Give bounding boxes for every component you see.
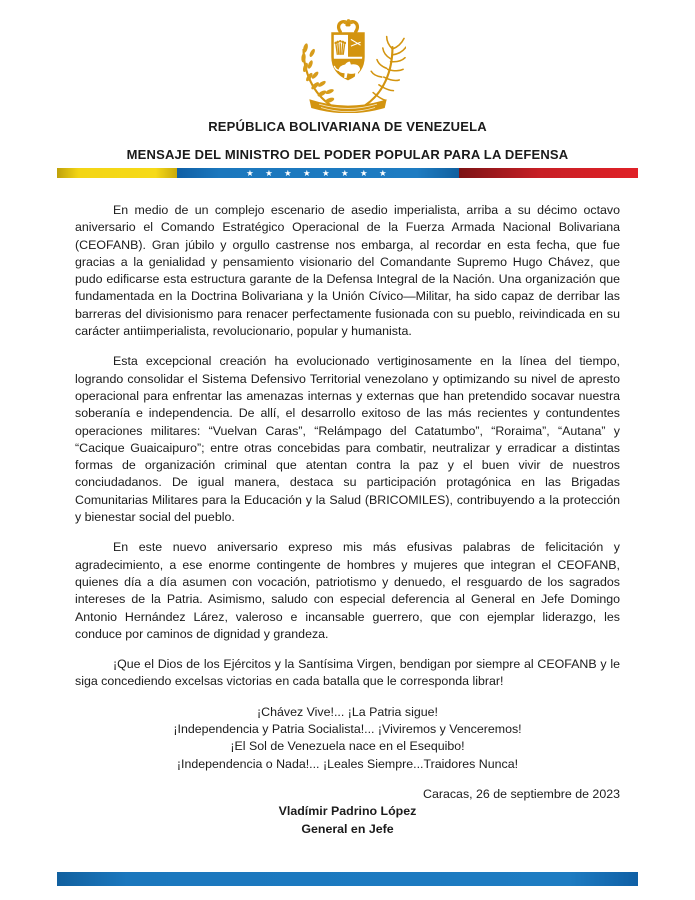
paragraph-2: Esta excepcional creación ha evolucionado vertiginosamente en la línea del tiempo, logrando consolidar el Sistema Defensivo Territorial venezolano y optimizando su nivel de apresto operacional para enfrentar las amenazas internas y externas que han pretendido socavar nuestra soberanía e independencia. De allí, el desarrollo exitoso de las más recientes y contundentes operaciones militares: “Vuelvan Caras”, “Relámpago del Catatumbo”, “Roraima”, “Autana” y “Cacique Guaicaipuro”; entre otras concebidas para combatir, neutralizar y erradicar a distintas formas de organización criminal que atentan contra la paz y el buen vivir de nuestros conciudadanos. De igual manera, destaca su participación protagónica en las Brigadas Comunitarias Militares para la Educación y la Salud (BRICOMILES), contribuyendo a la protección y bienestar social del pueblo. <box>75 354 620 525</box>
slogans-block <box>75 704 620 773</box>
paragraph-3: En este nuevo aniversario expreso mis más efusivas palabras de felicitación y agradecimiento, a ese enorme contingente de hombres y mujeres que integran el CEOFANB, quienes día a día asumen con vocación, patriotismo y denuedo, el resguardo de los sagrados intereses de la Patria. Asimismo, saludo con especial deferencia al General en Jefe Domingo Antonio Hernández Lárez, valeroso e incansable guerrero, que con ejemplar liderazgo, les conduce por caminos de dignidad y grandeza. <box>75 540 620 641</box>
slogan-line: ¡Independencia y Patria Socialista!... ¡Viviremos y Venceremos! <box>173 722 522 737</box>
flag-band-yellow <box>57 168 177 178</box>
flag-band <box>57 168 638 178</box>
signature-name: Vladímir Padrino López <box>278 804 417 819</box>
message-body <box>75 202 620 838</box>
slogan-line: ¡El Sol de Venezuela nace en el Esequibo! <box>230 739 465 754</box>
paragraph-4: ¡Que el Dios de los Ejércitos y la Santísima Virgen, bendigan por siempre al CEOFANB y le siga concediendo excelsas victorias en cada batalla que le corresponda librar! <box>75 657 620 689</box>
flag-band-red <box>459 168 638 178</box>
slogan-line: ¡Chávez Vive!... ¡La Patria sigue! <box>257 704 438 719</box>
document-subtitle: MENSAJE DEL MINISTRO DEL PODER POPULAR PARA LA DEFENSA <box>126 147 569 162</box>
footer-band <box>57 872 638 886</box>
flag-band-blue <box>177 168 459 178</box>
slogan-line: ¡Independencia o Nada!... ¡Leales Siempre...Traidores Nunca! <box>176 756 519 771</box>
paragraph-1: En medio de un complejo escenario de asedio imperialista, arriba a su décimo octavo aniversario el Comando Estratégico Operacional de la Fuerza Armada Nacional Bolivariana (CEOFANB). Gran júbilo y orgullo castrense nos embarga, al recordar en esta fecha, que fue gracias a la genialidad y pensamiento visionario del Comandante Supremo Hugo Chávez, que pudo edificarse esta estructura garante de la Defensa Integral de la Nación. Una organización que fundamentada en la Doctrina Bolivariana y la Unión Cívico—Militar, ha sido capaz de derribar las barreras del divisionismo para renacer perfectamente fusionada con su pueblo, reivindicada en su carácter antiimperialista, revolucionario, popular y humanista. <box>75 203 620 339</box>
document-title: REPÚBLICA BOLIVARIANA DE VENEZUELA <box>208 119 487 134</box>
flag-stars-icon: ★ ★ ★ ★ ★ ★ ★ ★ <box>246 168 390 178</box>
dateline: Caracas, 26 de septiembre de 2023 <box>423 786 620 801</box>
venezuela-coat-of-arms-icon <box>290 16 406 118</box>
signature-title: General en Jefe <box>301 821 394 836</box>
